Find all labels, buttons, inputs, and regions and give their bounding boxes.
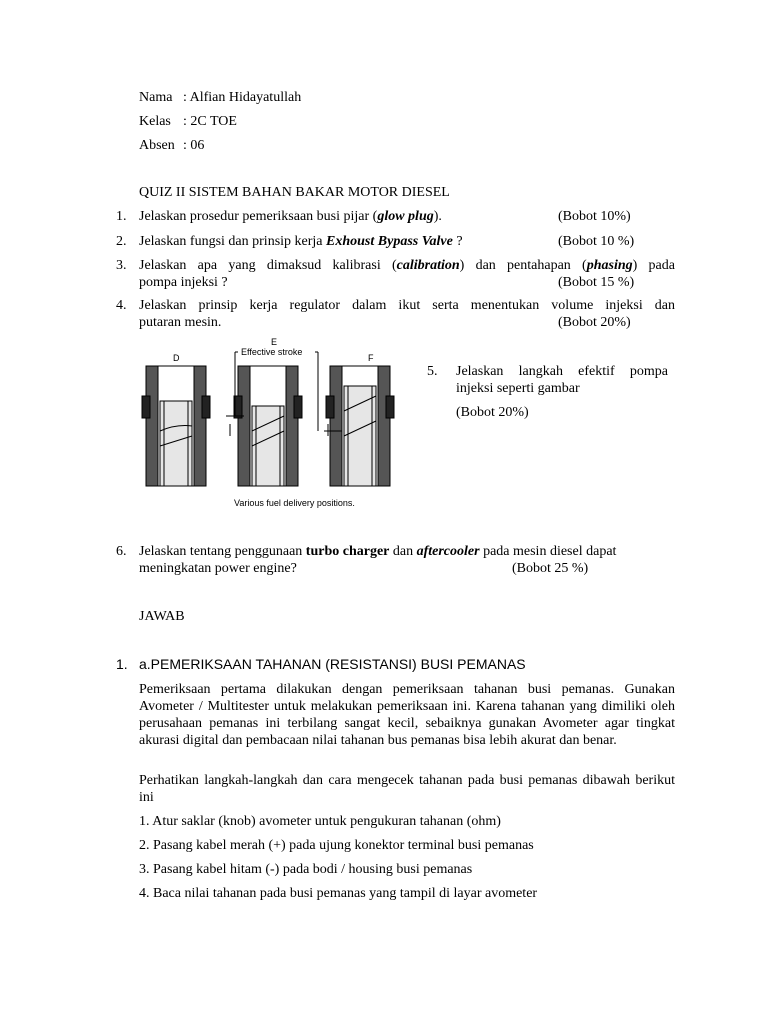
- answer-heading: JAWAB: [139, 609, 185, 624]
- q6-line1: Jelaskan tentang penggunaan turbo charger dan aftercooler pada mesin diesel dapat: [139, 544, 617, 559]
- q5-number: 5.: [427, 364, 438, 379]
- figure-label-f: F: [368, 353, 374, 363]
- kelas-value: : 2C TOE: [183, 114, 237, 129]
- q3-number: 3.: [116, 258, 127, 273]
- nama-value: : Alfian Hidayatullah: [183, 90, 302, 105]
- q2-bobot: (Bobot 10 %): [558, 234, 635, 249]
- answer-step-3: 3. Pasang kabel hitam (-) pada bodi / housing busi pemanas: [139, 862, 473, 877]
- q3-line1: Jelaskan apa yang dimaksud kalibrasi (calibration) dan pentahapan (phasing) pada: [139, 258, 675, 273]
- q4-bobot: (Bobot 20%): [558, 315, 631, 330]
- q1-text: Jelaskan prosedur pemeriksaan busi pijar (glow plug).: [139, 209, 442, 224]
- q5-line1: Jelaskan langkah efektif pompa: [456, 364, 668, 379]
- answer-paragraph-2: Perhatikan langkah-langkah dan cara mengecek tahanan pada busi pemanas dibawah berikut ini: [139, 773, 675, 805]
- q6-line2: meningkatan power engine?: [139, 561, 297, 576]
- q5-bobot: (Bobot 20%): [456, 405, 529, 420]
- kelas-label: Kelas: [139, 114, 171, 129]
- q4-line1: Jelaskan prinsip kerja regulator dalam ikut serta menentukan volume injeksi dan: [139, 298, 675, 313]
- answer-paragraph-1: Pemeriksaan pertama dilakukan dengan pemeriksaan tahanan busi pemanas. Gunakan Avometer / Multitester untuk melakukan pemeriksaan ini. Karena tahanan yang dimiliki oleh perusahaan pemanas ini terbilang sangat kecil, sebaiknya gunakan Avometer agar tingkat akurasi digital dan pembacaan nilai tahanan bus pemanas bisa lebih akurat dan benar.: [139, 682, 675, 748]
- q3-line2: pompa injeksi ?: [139, 275, 228, 290]
- q5-line2: injeksi seperti gambar: [456, 381, 580, 396]
- figure-effective-stroke: Effective stroke: [241, 347, 303, 357]
- absen-label: Absen: [139, 138, 175, 153]
- quiz-title: QUIZ II SISTEM BAHAN BAKAR MOTOR DIESEL: [139, 185, 450, 200]
- answer-step-2: 2. Pasang kabel merah (+) pada ujung konektor terminal busi pemanas: [139, 838, 534, 853]
- q1-number: 1.: [116, 209, 127, 224]
- q2-number: 2.: [116, 234, 127, 249]
- q3-bobot: (Bobot 15 %): [558, 275, 635, 290]
- figure-caption: Various fuel delivery positions.: [234, 498, 355, 508]
- fuel-delivery-figure: [140, 336, 402, 512]
- q2-text: Jelaskan fungsi dan prinsip kerja Exhoust Bypass Valve ?: [139, 234, 463, 249]
- q4-number: 4.: [116, 298, 127, 313]
- absen-value: : 06: [183, 138, 205, 153]
- figure-label-e: E: [271, 337, 278, 347]
- answer-step-4: 4. Baca nilai tahanan pada busi pemanas yang tampil di layar avometer: [139, 886, 538, 901]
- q1-bobot: (Bobot 10%): [558, 209, 631, 224]
- answer-item-title: a.PEMERIKSAAN TAHANAN (RESISTANSI) BUSI PEMANAS: [139, 656, 526, 672]
- q4-line2: putaran mesin.: [139, 315, 222, 330]
- q6-number: 6.: [116, 544, 127, 559]
- nama-label: Nama: [139, 90, 173, 105]
- answer-item-number: 1.: [116, 656, 128, 672]
- figure-label-d: D: [173, 353, 180, 363]
- q6-bobot: (Bobot 25 %): [512, 561, 589, 576]
- answer-step-1: 1. Atur saklar (knob) avometer untuk pengukuran tahanan (ohm): [139, 814, 501, 829]
